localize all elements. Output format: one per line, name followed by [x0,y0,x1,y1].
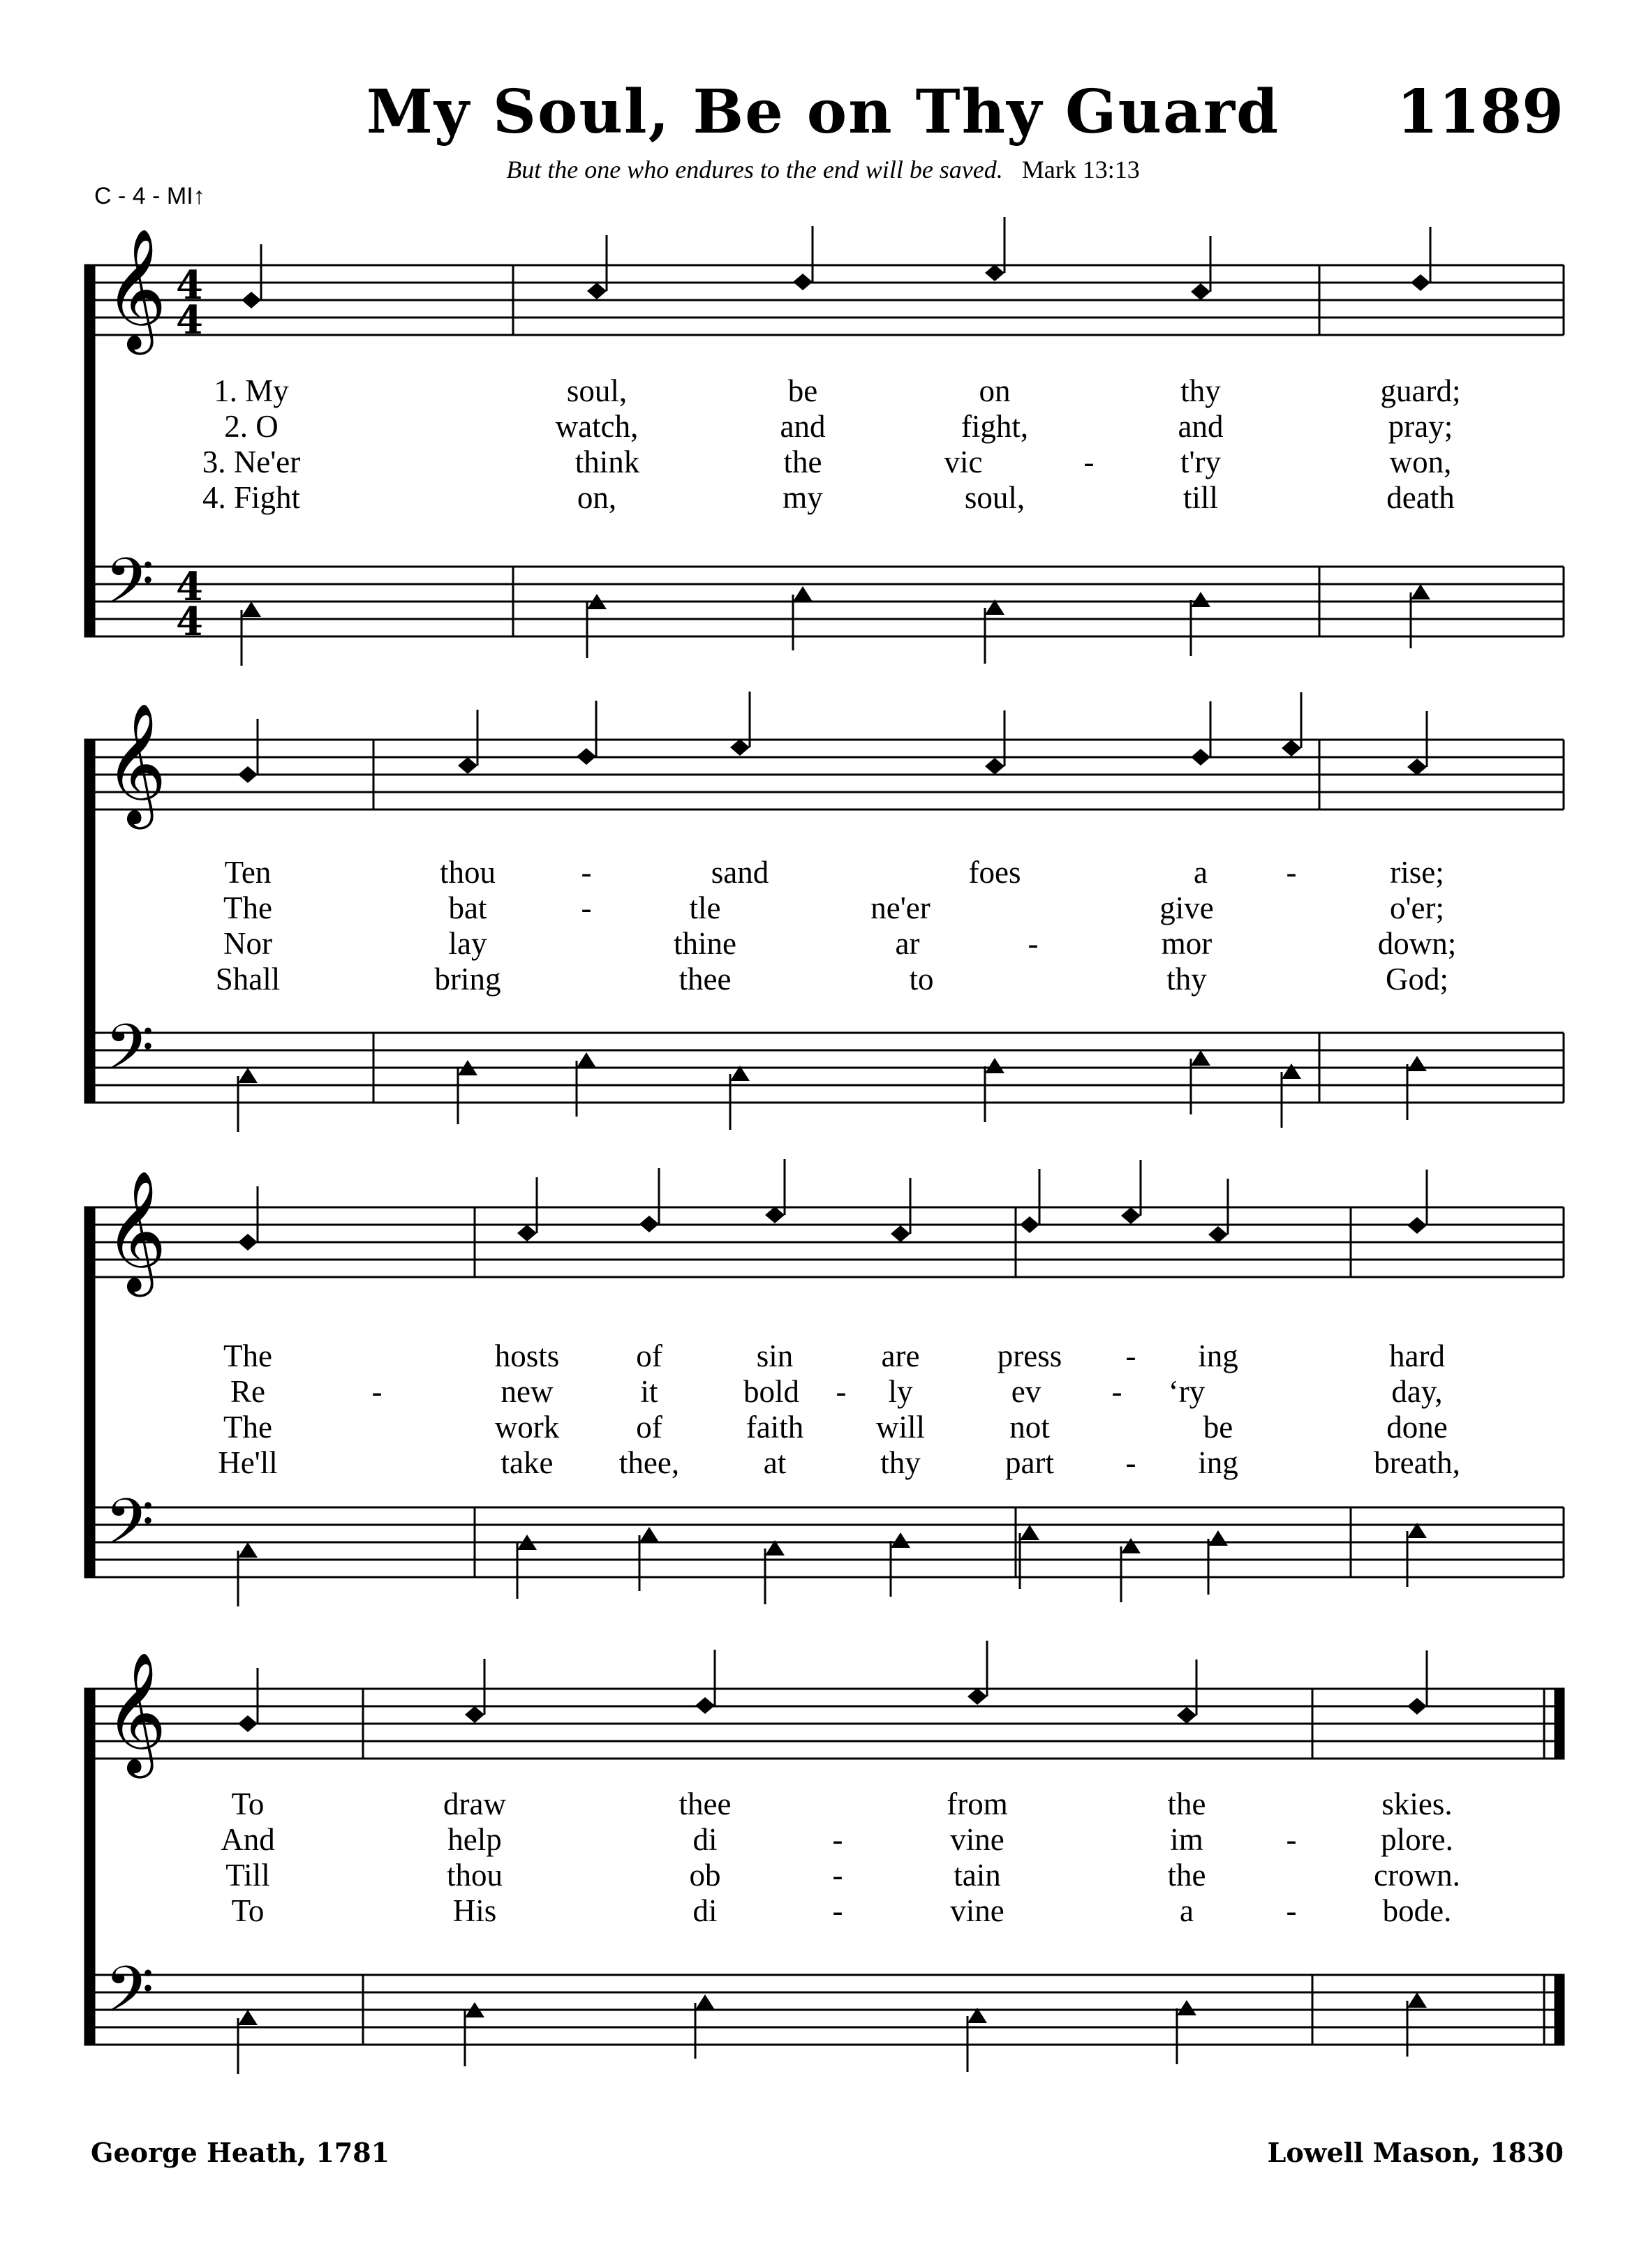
lyric-hyphen: - [1286,855,1297,890]
note-head [793,586,813,602]
lyric-syllable: bode. [1382,1893,1452,1928]
lyric-syllable: at [763,1445,787,1480]
note-head [985,264,1004,281]
note-head [695,1994,715,2010]
final-bar-line [1555,1689,1564,1759]
time-signature-top: 4 [176,262,203,308]
lyric-syllable: thee, [618,1445,680,1480]
lyric-syllable: tle [689,890,721,925]
lyric-syllable: The [223,1410,272,1445]
lyric-syllable: lay [448,926,487,961]
note-head [793,274,813,290]
lyric-syllable: rise; [1390,855,1444,890]
system-bracket [85,1207,92,1577]
lyric-syllable: thou [439,855,496,890]
note-head [1191,592,1210,607]
note-head [891,1532,910,1548]
lyric-hyphen: - [1125,1338,1136,1373]
lyric-syllable: draw [443,1786,506,1821]
lyric-syllable: thee [679,1786,732,1821]
lyric-syllable: And [221,1822,275,1857]
lyric-hyphen: - [832,1822,843,1857]
lyric-syllable: ar [895,926,920,961]
note-head [1020,1216,1039,1233]
lyric-syllable: Shall [215,962,281,997]
note-head [730,739,750,756]
lyric-syllable: The [223,890,272,925]
note-head [238,1234,258,1251]
lyric-syllable: part [1005,1445,1054,1480]
note-head [985,1058,1004,1073]
lyric-syllable: death [1386,480,1455,515]
note-head [695,1697,715,1714]
lyric-syllable: The [223,1338,272,1373]
lyric-syllable: vine [950,1893,1004,1928]
lyric-syllable: His [452,1893,497,1928]
lyric-syllable: 3. Ne'er [202,445,301,479]
lyric-hyphen: - [1028,926,1039,961]
lyric-hyphen: - [832,1893,843,1928]
treble-clef-icon: 𝄞 [105,228,167,350]
lyric-syllable: ob [689,1858,721,1893]
note-head [587,283,607,299]
note-head [1407,1698,1427,1715]
lyric-syllable: He'll [218,1445,278,1480]
lyric-syllable: soul, [964,480,1025,515]
scripture-ref: Mark 13:13 [1021,156,1140,184]
note-head [1411,274,1430,291]
lyric-syllable: t'ry [1180,445,1222,479]
note-head [577,748,596,765]
note-head [238,1715,258,1732]
time-signature-bottom: 4 [176,599,203,645]
lyric-syllable: 2. O [224,409,279,444]
clefs [105,228,203,2042]
bass-clef-icon: 𝄢 [105,544,154,634]
note-head [242,292,261,308]
lyric-syllable: Till [225,1858,270,1893]
lyric-syllable: are [881,1338,920,1373]
lyric-syllable: vine [950,1822,1004,1857]
note-head [1407,759,1427,775]
words-credit: George Heath, 1781 [91,2137,390,2168]
note-head [1407,1992,1427,2008]
note-head [465,1706,484,1723]
lyric-syllable: from [947,1786,1008,1821]
lyric-syllable: work [494,1410,560,1445]
lyric-syllable: 4. Fight [202,480,301,515]
lyric-syllable: the [1167,1786,1206,1821]
lyric-syllable: 1. My [214,373,289,408]
note-head [1411,584,1430,599]
note-head [458,757,477,774]
lyric-syllable: thy [1180,373,1221,408]
lyric-syllable: faith [746,1410,804,1445]
lyric-syllable: ing [1198,1338,1238,1373]
note-head [242,602,261,617]
lyric-hyphen: - [836,1374,847,1409]
lyric-syllable: day, [1391,1374,1443,1409]
treble-clef-icon: 𝄞 [105,1652,167,1773]
note-head [1407,1217,1427,1234]
lyric-syllable: sin [756,1338,794,1373]
lyric-syllable: bring [434,962,501,997]
lyric-hyphen: - [581,890,592,925]
lyric-syllable: To [231,1786,265,1821]
lyric-syllable: a [1180,1893,1194,1928]
note-head [238,2010,258,2025]
lyric-syllable: thy [880,1445,921,1480]
lyric-syllable: help [447,1822,502,1857]
note-head [1177,2000,1196,2015]
lyric-syllable: o'er; [1389,890,1445,925]
lyric-syllable: thee [679,962,732,997]
system-bracket [85,740,92,1103]
note-head [517,1225,537,1241]
lyric-syllable: my [783,480,823,515]
note-head [1208,1530,1228,1546]
lyric-syllable: ‘ry [1168,1374,1206,1409]
lyric-syllable: on [979,373,1011,408]
note-head [1121,1538,1141,1553]
note-head [1191,283,1210,300]
note-head [238,1542,258,1558]
note-head [639,1527,659,1542]
hymn-number: 1189 [1396,77,1564,147]
note-head [1282,1064,1301,1079]
lyric-syllable: Ten [224,855,272,890]
lyric-syllable: done [1386,1410,1448,1445]
lyric-syllable: give [1159,890,1214,925]
lyric-syllable: skies. [1381,1786,1453,1821]
lyric-syllable: down; [1377,926,1457,961]
bass-clef-icon: 𝄢 [105,1953,154,2042]
bass-clef-icon: 𝄢 [105,1010,154,1100]
lyric-syllable: guard; [1380,373,1461,408]
lyric-syllable: and [780,409,826,444]
treble-clef-icon: 𝄞 [105,703,167,824]
lyric-syllable: tain [954,1858,1001,1893]
hymn-title: My Soul, Be on Thy Guard [366,77,1280,147]
lyric-syllable: mor [1161,926,1213,961]
lyric-hyphen: - [1083,445,1095,479]
lyric-syllable: di [692,1893,718,1928]
bass-clef-icon: 𝄢 [105,1485,154,1574]
scripture-line [0,155,1646,184]
lyric-syllable: it [640,1374,658,1409]
lyric-syllable: Re [230,1374,265,1409]
system-bracket [85,1689,92,2045]
note-head [891,1225,910,1242]
note-head [1177,1707,1196,1724]
lyric-syllable: a [1194,855,1208,890]
lyric-syllable: di [692,1822,718,1857]
lyric-syllable: thy [1166,962,1207,997]
lyric-syllable: ly [888,1374,913,1409]
lyric-hyphen: - [1111,1374,1122,1409]
lyric-syllable: take [501,1445,554,1480]
treble-clef-icon: 𝄞 [105,1170,167,1292]
lyric-hyphen: - [1286,1893,1297,1928]
lyric-syllable: to [909,962,934,997]
lyric-hyphen: - [1125,1445,1136,1480]
lyric-syllable: watch, [555,409,639,444]
lyric-syllable: God; [1386,962,1448,997]
lyric-syllable: thou [446,1858,503,1893]
key-signature-label: C - 4 - MI↑ [94,183,205,209]
lyric-syllable: of [636,1410,662,1445]
lyric-syllable: ne'er [870,890,930,925]
note-heads [238,217,1430,2074]
lyric-syllable: on, [577,480,617,515]
note-head [238,766,258,783]
lyric-syllable: press [997,1338,1062,1373]
lyric-syllable: be [787,373,818,408]
note-head [1208,1226,1228,1243]
lyric-syllable: and [1178,409,1224,444]
lyric-hyphen: - [1286,1822,1297,1857]
lyric-syllable: ing [1198,1445,1238,1480]
lyric-syllable: will [875,1410,926,1445]
note-head [1407,1056,1427,1071]
lyric-syllable: won, [1389,445,1452,479]
note-head [1191,749,1210,766]
lyric-syllable: the [783,445,822,479]
lyric-syllable: pray; [1388,409,1453,444]
lyrics [202,373,1461,1928]
lyric-syllable: new [501,1374,554,1409]
lyric-syllable: be [1203,1410,1233,1445]
lyric-syllable: soul, [566,373,628,408]
lyric-syllable: im [1170,1822,1203,1857]
music-credit: Lowell Mason, 1830 [1267,2137,1564,2168]
time-signature-bottom: 4 [176,297,203,343]
note-head [577,1052,596,1068]
lyric-syllable: fight, [961,409,1029,444]
lyric-syllable: hosts [494,1338,560,1373]
lyric-syllable: thine [674,926,736,961]
note-head [967,1688,987,1705]
lyric-syllable: think [574,445,640,479]
lyric-hyphen: - [581,855,592,890]
lyric-syllable: Nor [223,926,272,961]
time-signature-top: 4 [176,564,203,610]
lyric-syllable: foes [968,855,1021,890]
note-head [985,758,1004,775]
lyric-syllable: sand [711,855,769,890]
lyric-syllable: vic [944,445,983,479]
lyric-syllable: bat [448,890,487,925]
lyric-syllable: To [231,1893,265,1928]
lyric-syllable: crown. [1374,1858,1460,1893]
note-head [765,1207,785,1223]
lyric-syllable: bold [743,1374,800,1409]
lyric-syllable: ev [1011,1374,1041,1409]
lyric-syllable: breath, [1374,1445,1460,1480]
final-bar-line [1555,1975,1564,2045]
note-head [1282,740,1301,756]
lyric-syllable: the [1167,1858,1206,1893]
lyric-syllable: till [1182,480,1219,515]
note-head [238,1068,258,1083]
staff-lines [85,265,1564,2045]
note-head [1191,1050,1210,1066]
scripture-text: But the one who endures to the end will be saved. [506,156,1003,184]
lyric-hyphen: - [371,1374,383,1409]
system-bracket [85,265,92,636]
note-head [1020,1525,1039,1540]
note-head [639,1216,659,1232]
lyric-syllable: plore. [1381,1822,1453,1857]
lyric-syllable: not [1009,1410,1050,1445]
lyric-syllable: hard [1389,1338,1445,1373]
lyric-hyphen: - [832,1858,843,1893]
lyric-syllable: of [636,1338,662,1373]
note-head [1121,1207,1141,1224]
